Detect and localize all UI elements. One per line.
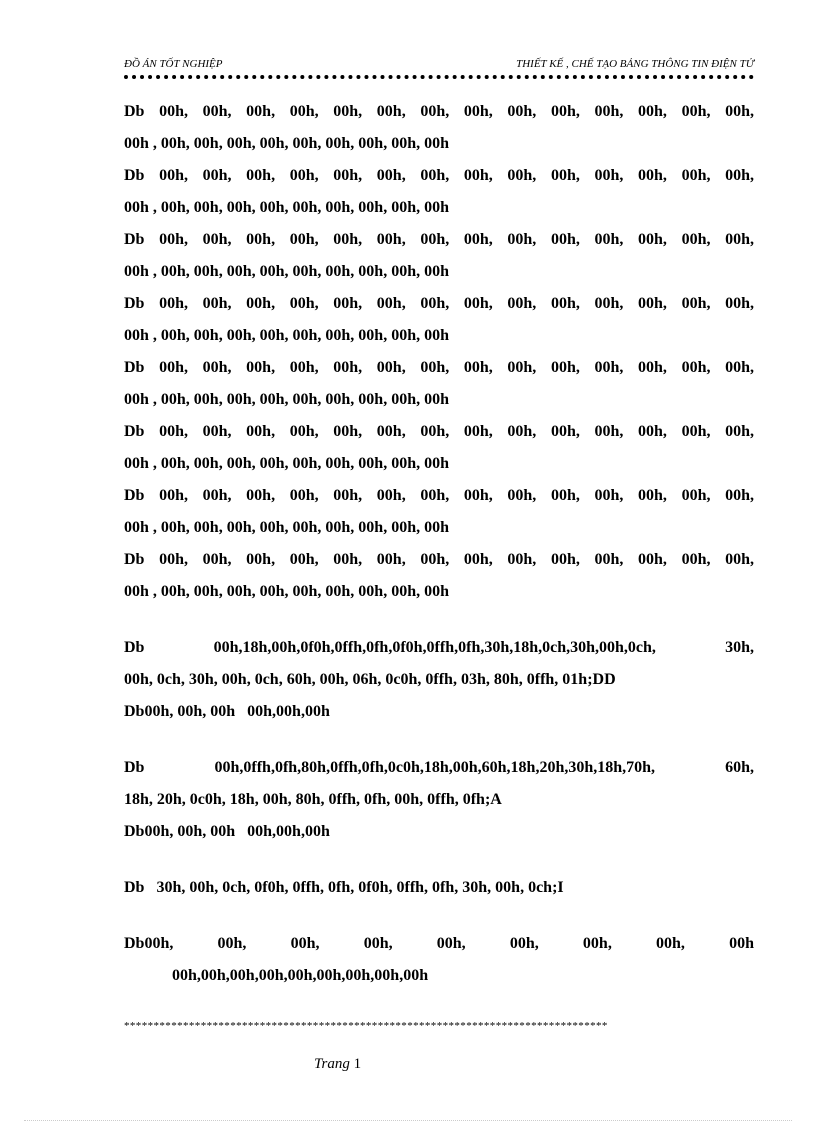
code-line: Db 00h, 00h, 00h, 00h, 00h, 00h, 00h, 00h, 00h, 00h, 00h, 00h, 00h, 00h, xyxy=(124,167,754,184)
code-block-a xyxy=(124,752,754,848)
code-block-i xyxy=(124,872,754,904)
code-line: 00h , 00h, 00h, 00h, 00h, 00h, 00h, 00h, 00h, 00h xyxy=(124,583,449,600)
code-line: Db 00h, 00h, 00h, 00h, 00h, 00h, 00h, 00h, 00h, 00h, 00h, 00h, 00h, 00h, xyxy=(124,295,754,312)
code-line: 00h , 00h, 00h, 00h, 00h, 00h, 00h, 00h, 00h, 00h xyxy=(124,391,449,408)
code-line: Db 00h, 00h, 00h, 00h, 00h, 00h, 00h, 00h, 00h, 00h, 00h, 00h, 00h, 00h, xyxy=(124,103,754,120)
code-line: 00h , 00h, 00h, 00h, 00h, 00h, 00h, 00h, 00h, 00h xyxy=(124,519,449,536)
code-block-zeros xyxy=(124,96,754,608)
code-line: 00h,00h,00h,00h,00h,00h,00h,00h,00h xyxy=(172,967,429,984)
code-block-padding xyxy=(124,928,754,992)
code-line: Db 00h, 00h, 00h, 00h, 00h, 00h, 00h, 00h, 00h, 00h, 00h, 00h, 00h, 00h, xyxy=(124,487,754,504)
code-line: 18h, 20h, 0c0h, 18h, 00h, 80h, 0ffh, 0fh, 00h, 0ffh, 0fh;A xyxy=(124,791,502,808)
code-line: 00h , 00h, 00h, 00h, 00h, 00h, 00h, 00h, 00h, 00h xyxy=(124,455,449,472)
code-line: Db 00h, 00h, 00h, 00h, 00h, 00h, 00h, 00h, 00h, 00h, 00h, 00h, 00h, 00h, xyxy=(124,551,754,568)
code-line: 00h, 0ch, 30h, 00h, 0ch, 60h, 00h, 06h, 0c0h, 0ffh, 03h, 80h, 0ffh, 01h;DD xyxy=(124,671,616,688)
code-line: Db00h, 00h, 00h 00h,00h,00h xyxy=(124,823,330,840)
code-line: Db 00h, 00h, 00h, 00h, 00h, 00h, 00h, 00h, 00h, 00h, 00h, 00h, 00h, 00h, xyxy=(124,423,754,440)
page-number: 1 xyxy=(353,1056,362,1072)
code-line: 00h , 00h, 00h, 00h, 00h, 00h, 00h, 00h, 00h, 00h xyxy=(124,199,449,216)
code-line: 00h , 00h, 00h, 00h, 00h, 00h, 00h, 00h, 00h, 00h xyxy=(124,135,449,152)
code-line: Db 00h, 00h, 00h, 00h, 00h, 00h, 00h, 00h, 00h, 00h, 00h, 00h, 00h, 00h, xyxy=(124,359,754,376)
page-label: Trang xyxy=(314,1056,350,1072)
page-footer xyxy=(314,1056,361,1073)
code-listing xyxy=(124,96,754,992)
code-line: 00h , 00h, 00h, 00h, 00h, 00h, 00h, 00h, 00h, 00h xyxy=(124,263,449,280)
code-line: Db00h, 00h, 00h 00h,00h,00h xyxy=(124,703,330,720)
header-divider xyxy=(124,75,754,79)
code-line: Db 30h, 00h, 0ch, 0f0h, 0ffh, 0fh, 0f0h, 0ffh, 0fh, 30h, 00h, 0ch;I xyxy=(124,879,564,896)
header-right-title: THIẾT KẾ , CHẾ TẠO BẢNG THÔNG TIN ĐIỆN TỬ xyxy=(516,58,754,70)
code-line: 00h , 00h, 00h, 00h, 00h, 00h, 00h, 00h, 00h, 00h xyxy=(124,327,449,344)
code-line: Db00h, 00h, 00h, 00h, 00h, 00h, 00h, 00h, 00h xyxy=(124,935,754,952)
page-bottom-divider xyxy=(24,1120,792,1121)
code-block-dd xyxy=(124,632,754,728)
code-line: Db 00h,0ffh,0fh,80h,0ffh,0fh,0c0h,18h,00h,60h,18h,20h,30h,18h,70h, 60h, xyxy=(124,759,754,776)
code-line: Db 00h,18h,00h,0f0h,0ffh,0fh,0f0h,0ffh,0fh,30h,18h,0ch,30h,00h,0ch, 30h, xyxy=(124,639,754,656)
page-header xyxy=(124,58,754,70)
header-left-title: ĐỒ ÁN TỐT NGHIỆP xyxy=(124,58,223,70)
asterisk-separator: ********************************************************************************** xyxy=(124,1020,608,1032)
code-line: Db 00h, 00h, 00h, 00h, 00h, 00h, 00h, 00h, 00h, 00h, 00h, 00h, 00h, 00h, xyxy=(124,231,754,248)
